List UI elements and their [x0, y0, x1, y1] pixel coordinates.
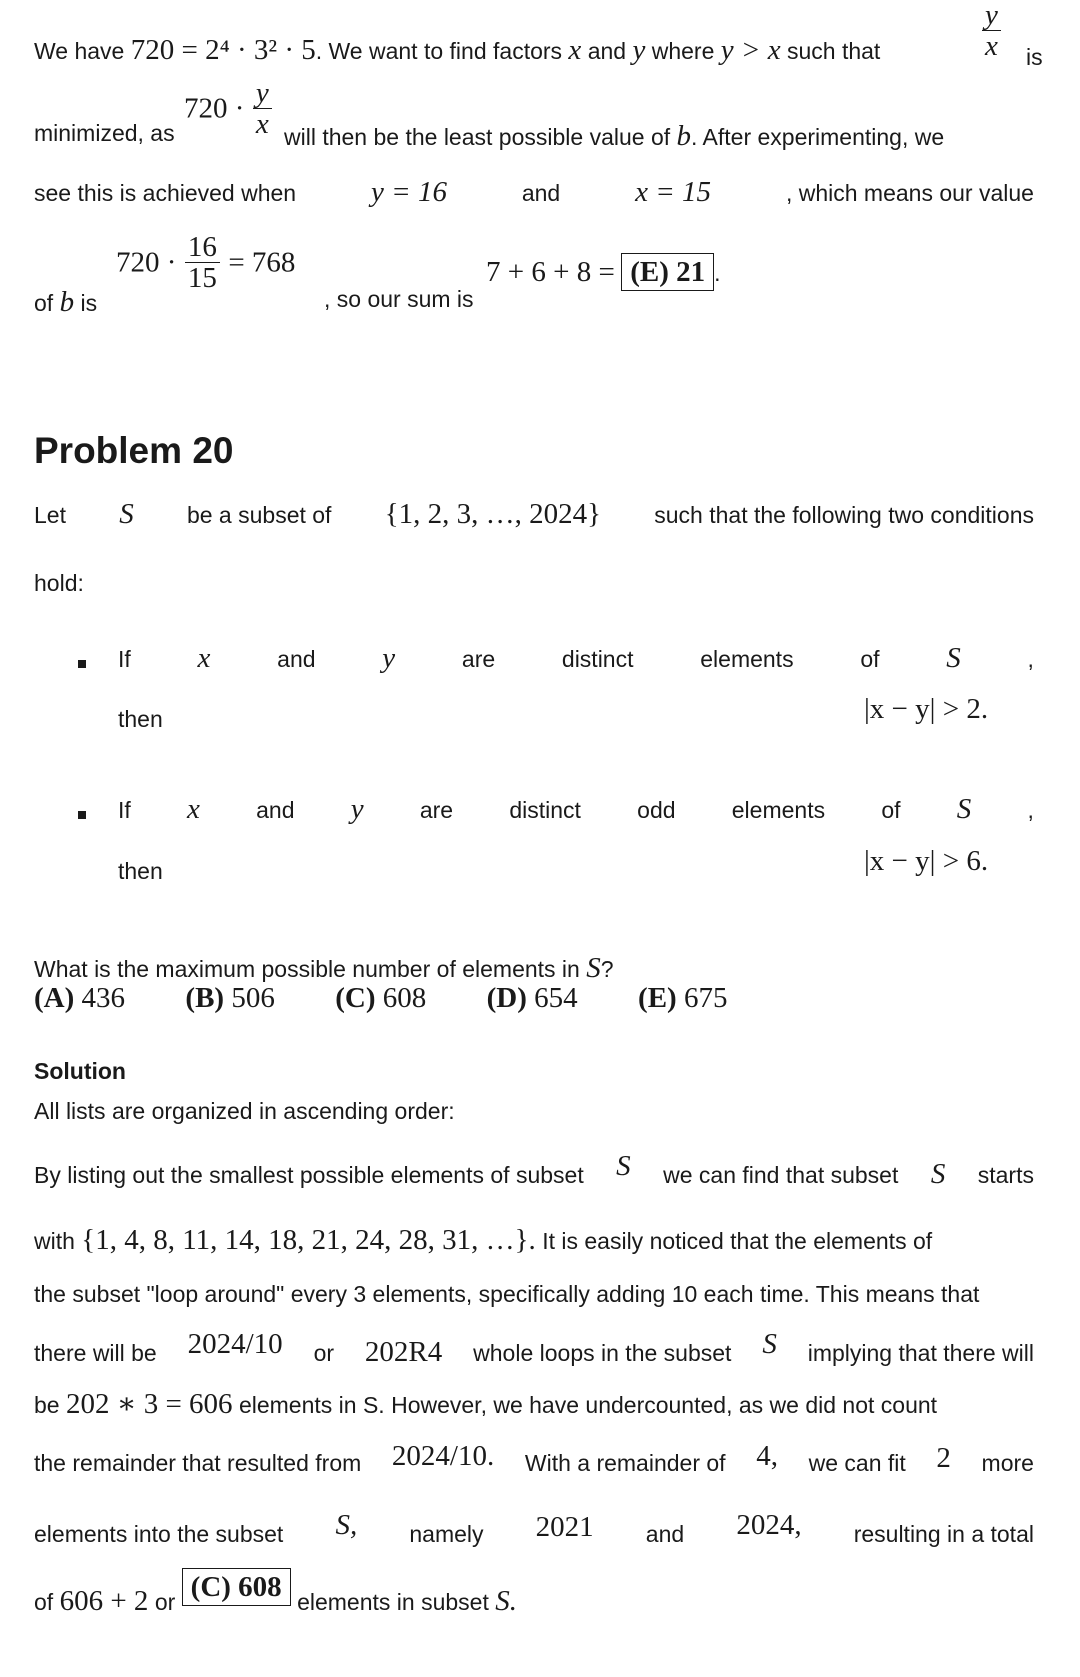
bullet-icon [78, 660, 86, 668]
frac-num: 16 [185, 232, 220, 263]
text: and [256, 797, 295, 823]
intro-line-2b [284, 120, 944, 153]
text: then [118, 706, 163, 732]
math-S: S [956, 793, 972, 825]
choice-c[interactable] [335, 982, 426, 1014]
choice-value: 436 [81, 982, 126, 1014]
fraction-y-over-x [978, 0, 1005, 62]
math-sum: 606 + 2 [59, 1585, 149, 1617]
text: odd [637, 797, 676, 823]
math-S: S [616, 1150, 631, 1182]
text: and [277, 646, 316, 672]
text: . [714, 260, 721, 286]
choice-label: (B) [185, 982, 225, 1014]
intro-line-3 [34, 176, 1034, 209]
text: the subset "loop around" every 3 elements, specifically adding 10 each time. This means that [34, 1281, 980, 1307]
choice-label: (A) [34, 982, 75, 1014]
math-b: b [676, 120, 692, 152]
math-div: 2024/10 [187, 1328, 283, 1360]
text: Let [34, 502, 66, 528]
text: the remainder that resulted from [34, 1450, 362, 1476]
frac-num: y [982, 0, 1001, 31]
calc-720-16-15 [116, 232, 295, 294]
choice-e[interactable] [638, 982, 727, 1014]
text: be a subset of [186, 502, 332, 528]
bullet-icon [78, 811, 86, 819]
math-720: 720 · [116, 246, 177, 279]
math-y: y [382, 642, 396, 674]
choice-a[interactable] [34, 982, 125, 1014]
solution-line-5 [34, 1328, 1034, 1369]
math-set: {1, 2, 3, …, 2024} [384, 498, 602, 530]
text: we can find that subset [663, 1162, 899, 1188]
frac-den: x [255, 108, 269, 141]
text: namely [409, 1521, 484, 1547]
answer-text: (E) 21 [630, 256, 706, 288]
frac-den: x [985, 30, 998, 63]
math-S: S [119, 498, 134, 530]
text: By listing out the smallest possible elements of subset [34, 1162, 584, 1188]
problem-hold [34, 570, 84, 597]
condition-2 [118, 793, 1034, 826]
math-div: 2024/10. [391, 1440, 495, 1472]
choice-value: 675 [683, 982, 728, 1014]
math-b: b [59, 286, 75, 318]
solution-line-4 [34, 1281, 979, 1308]
expr-720-y-over-x [184, 78, 276, 140]
math-2021: 2021 [535, 1511, 594, 1543]
solution-line-8 [34, 1509, 1034, 1550]
math-remainder: 202R4 [364, 1336, 443, 1368]
math-S: S [930, 1158, 946, 1190]
math-x: x [568, 34, 582, 66]
condition-2-ineq [864, 845, 988, 878]
intro-is [1026, 44, 1043, 71]
text: We have [34, 38, 125, 64]
text: If [118, 646, 131, 672]
text: such that [786, 38, 881, 64]
choice-b[interactable] [185, 982, 274, 1014]
text: of [860, 646, 880, 672]
problem-statement [34, 498, 1034, 531]
text: where [651, 38, 715, 64]
text: or [154, 1589, 176, 1615]
math-x: x [187, 793, 200, 825]
solution-heading: Solution [34, 1058, 126, 1084]
text: will then be the least possible value of [284, 124, 671, 150]
math-sum: 7 + 6 + 8 = [486, 256, 615, 288]
math-S: S. [495, 1585, 517, 1617]
text: be [34, 1392, 60, 1418]
math-factorization: 720 = 2⁴ · 3² · 5 [130, 34, 316, 66]
answer-text: (C) 608 [190, 1571, 282, 1603]
math-720: 720 · [184, 92, 245, 125]
math-S: S, [335, 1509, 358, 1541]
condition-1-then [118, 706, 163, 733]
choice-label: (D) [486, 982, 527, 1014]
choice-value: 506 [231, 982, 275, 1014]
math-y-16: y = 16 [371, 176, 447, 208]
choice-d[interactable] [487, 982, 578, 1014]
text: All lists are organized in ascending order: [34, 1098, 455, 1124]
math-y-gt-x: y > x [720, 34, 781, 66]
text: of [34, 290, 54, 316]
condition-1-ineq [864, 693, 988, 726]
text: distinct [509, 797, 581, 823]
intro-so-sum [324, 286, 474, 313]
condition-2-then [118, 858, 163, 885]
text: we can fit [808, 1450, 906, 1476]
text: and [587, 38, 627, 64]
math-x: x [197, 642, 211, 674]
text: such that the following two conditions [654, 502, 1034, 528]
text: , so our sum is [324, 286, 474, 312]
text: . We want to find factors [315, 38, 563, 64]
text: see this is achieved when [34, 180, 297, 206]
text: elements in S. However, we have undercounted, as we did not count [238, 1392, 938, 1418]
choice-label: (C) [335, 982, 376, 1014]
math-S: S [586, 952, 601, 984]
solution-line-6 [34, 1386, 937, 1421]
text: of [881, 797, 901, 823]
math-768: = 768 [228, 246, 296, 279]
answer-box [182, 1568, 291, 1606]
text: then [118, 858, 163, 884]
text: With a remainder of [524, 1450, 726, 1476]
text: are [461, 646, 496, 672]
solution-line-9 [34, 1571, 517, 1620]
intro-line-1 [34, 34, 880, 67]
text: of [34, 1589, 54, 1615]
frac-num: y [253, 78, 272, 109]
text: What is the maximum possible number of elements in [34, 956, 580, 982]
math-S: S [946, 642, 961, 674]
text: elements [700, 646, 794, 672]
text: elements in subset [297, 1589, 489, 1615]
solution-line-1 [34, 1098, 455, 1125]
text: ? [600, 956, 614, 982]
text: hold: [34, 570, 84, 596]
text: . After experimenting, we [691, 124, 945, 150]
text: or [313, 1340, 335, 1366]
text: resulting in a total [853, 1521, 1034, 1547]
choice-label: (E) [638, 982, 677, 1014]
text: elements [731, 797, 826, 823]
math-y: y [632, 34, 646, 66]
question [34, 952, 614, 985]
text: is [1026, 44, 1043, 70]
math-sequence: {1, 4, 8, 11, 14, 18, 21, 24, 28, 31, …}. [81, 1224, 536, 1256]
text: elements into the subset [34, 1521, 284, 1547]
text: and [645, 1521, 685, 1547]
math-2024: 2024, [736, 1509, 802, 1541]
answer-box [621, 253, 714, 291]
frac-den: 15 [187, 262, 217, 295]
intro-line-2a [34, 120, 175, 147]
text: starts [977, 1162, 1034, 1188]
choice-value: 654 [534, 982, 578, 1014]
intro-sum [486, 253, 721, 291]
text: with [34, 1228, 75, 1254]
math-S: S [762, 1328, 777, 1360]
math-mult: 202 ∗ 3 = 606 [65, 1388, 233, 1420]
text: and [521, 180, 561, 206]
text: distinct [561, 646, 634, 672]
math-two: 2 [936, 1442, 951, 1474]
text: , [1027, 646, 1034, 672]
condition-1 [118, 642, 1034, 675]
text: minimized, as [34, 120, 175, 146]
solution-line-2 [34, 1150, 1034, 1191]
text: are [419, 797, 454, 823]
math-ineq: |x − y| > 6. [864, 845, 989, 877]
text: , which means our value [785, 180, 1034, 206]
text: It is easily noticed that the elements of [542, 1228, 933, 1254]
text: there will be [34, 1340, 157, 1366]
text: whole loops in the subset [473, 1340, 732, 1366]
math-y: y [350, 793, 364, 825]
math-ineq: |x − y| > 2. [864, 693, 989, 725]
text: , [1027, 797, 1034, 823]
intro-line-4a [34, 286, 97, 319]
math-four: 4, [756, 1440, 778, 1472]
solution-line-3 [34, 1224, 932, 1257]
text: more [981, 1450, 1034, 1476]
problem-title: Problem 20 [34, 430, 234, 471]
math-x-15: x = 15 [635, 176, 712, 208]
choice-value: 608 [382, 982, 427, 1014]
text: is [80, 290, 98, 316]
solution-line-7 [34, 1440, 1034, 1479]
answer-choices [34, 982, 781, 1015]
text: implying that there will [807, 1340, 1034, 1366]
text: If [118, 797, 131, 823]
